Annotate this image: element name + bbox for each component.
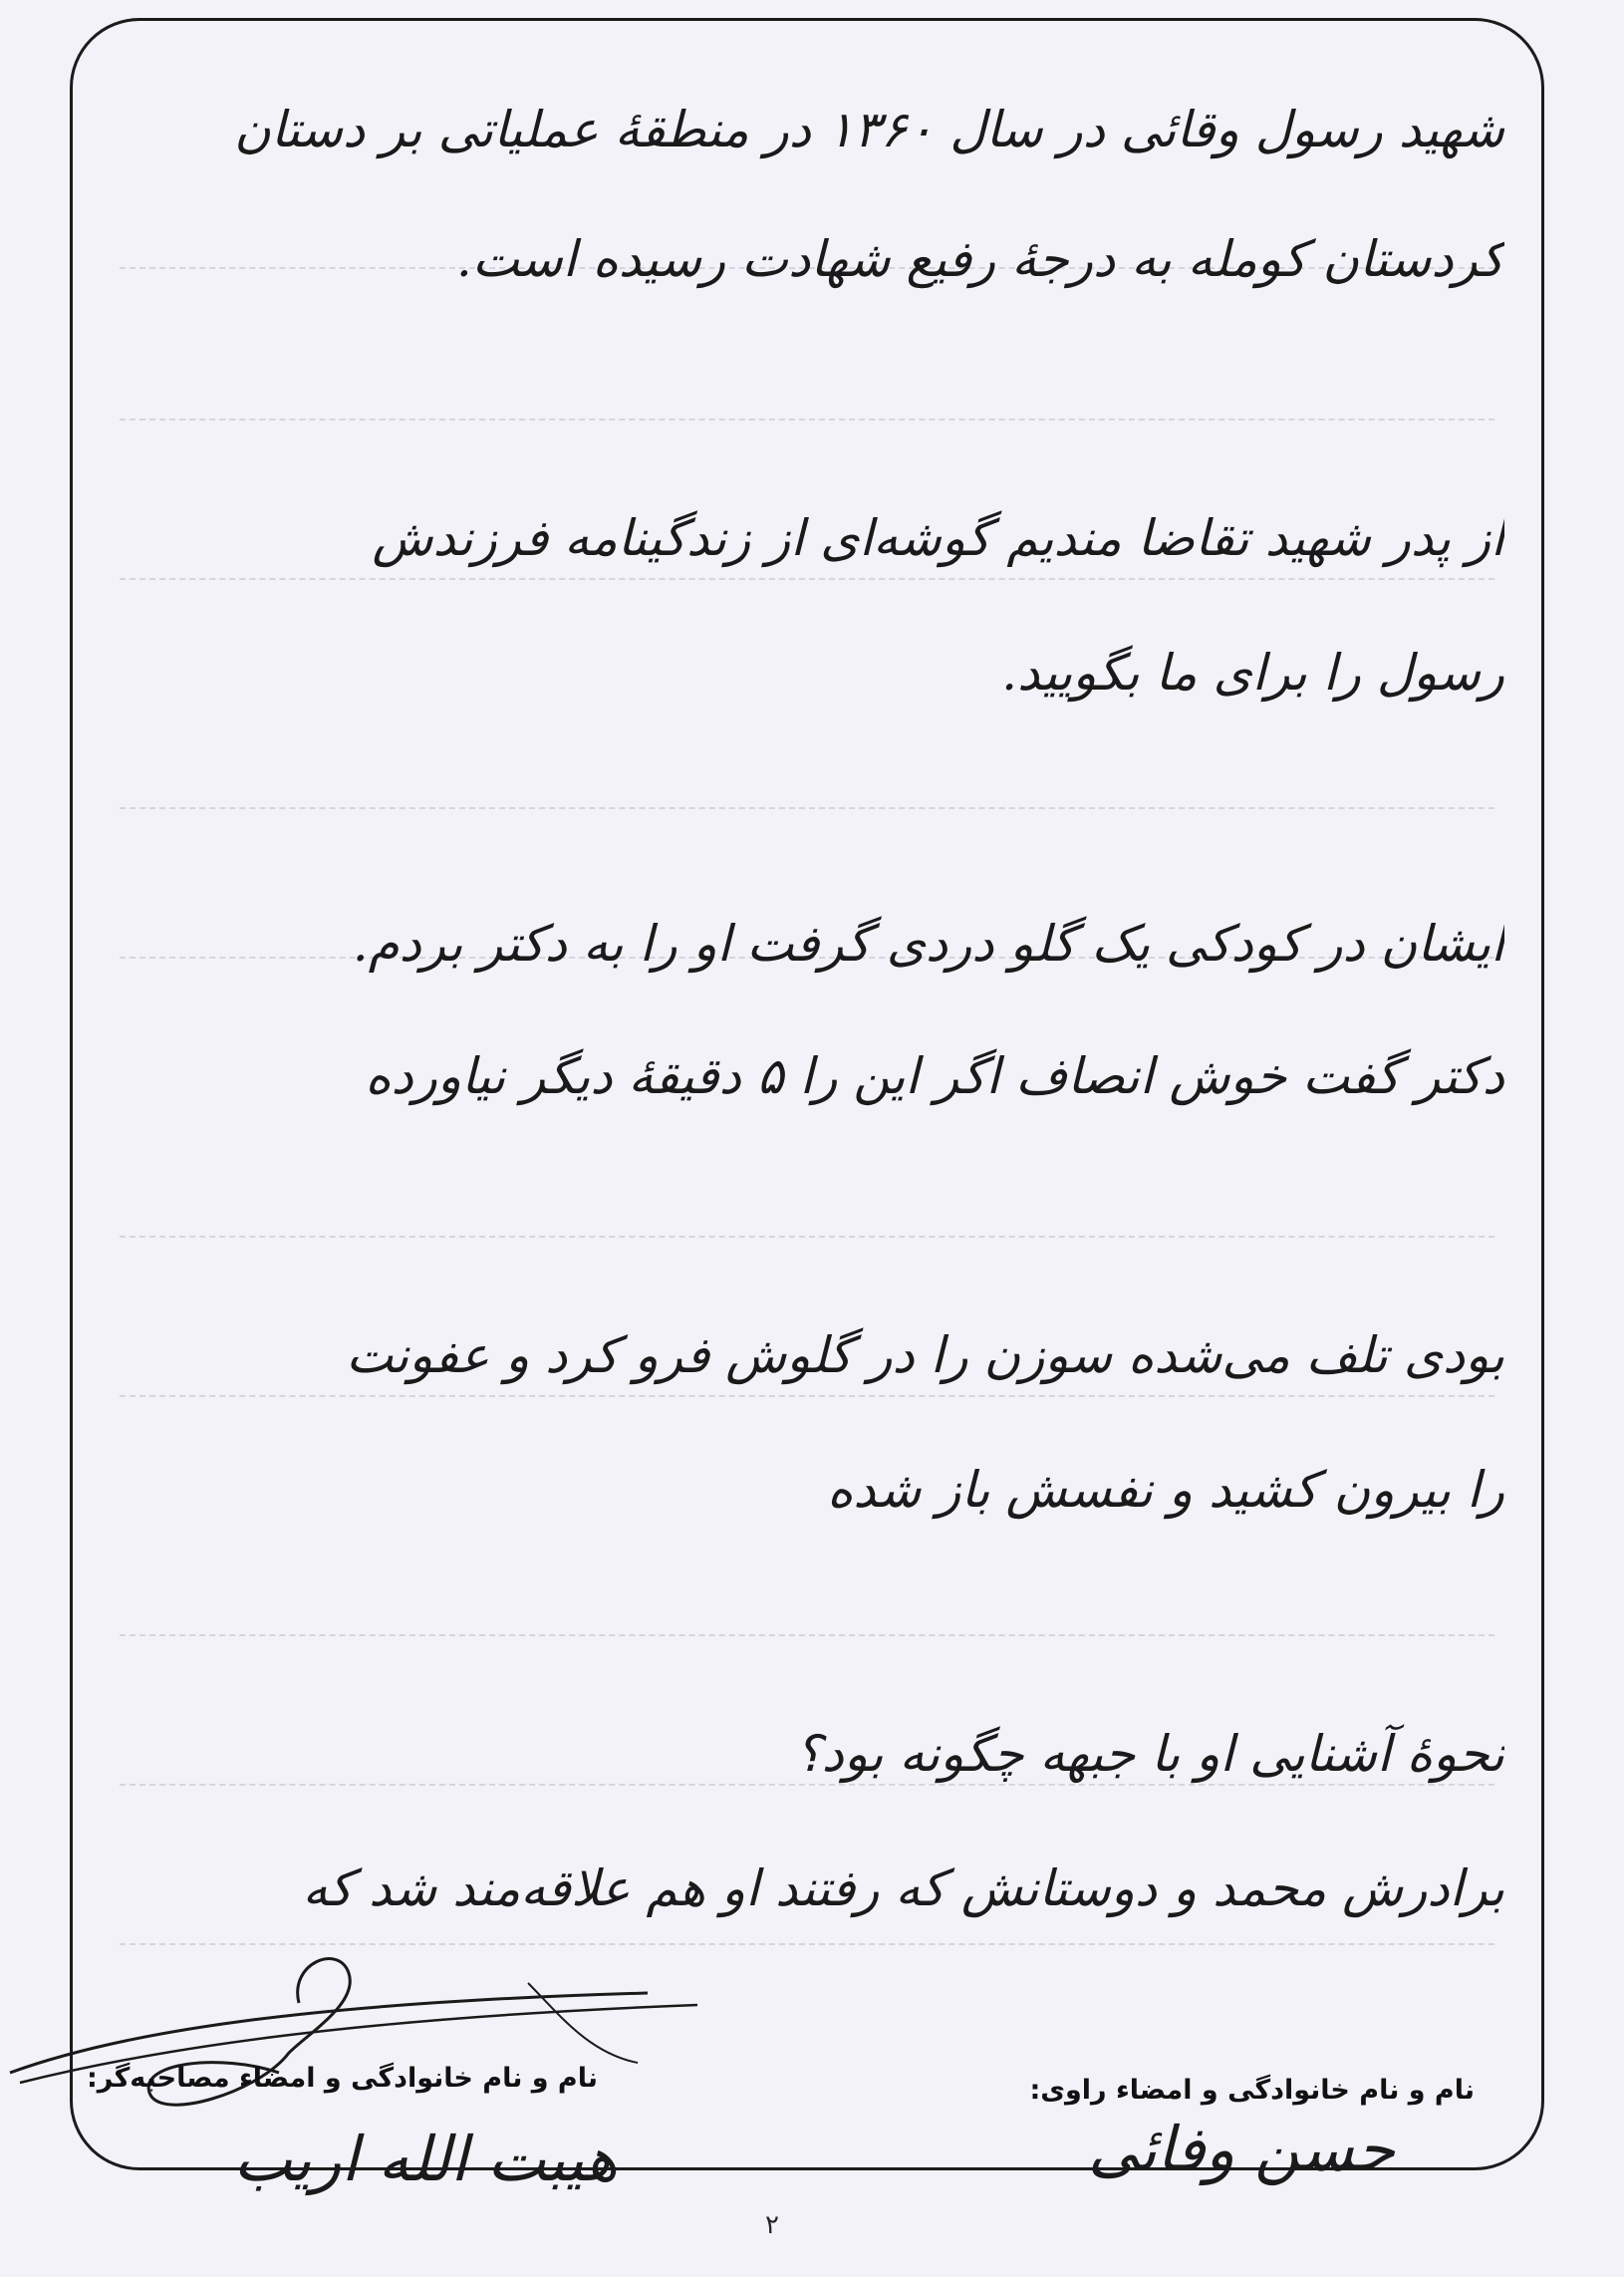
- body-line-9: نحوهٔ آشنایی او با جبهه چگونه بود؟: [795, 1725, 1504, 1783]
- page-number: ۲: [765, 2210, 779, 2240]
- ruled-line: [120, 1634, 1494, 1636]
- interviewer-name: هیبت الله اریب: [233, 2123, 618, 2195]
- body-line-7: بودی تلف می‌شده سوزن را در گلوش فرو کرد و عفونت: [346, 1326, 1504, 1384]
- ruled-line: [120, 1236, 1494, 1238]
- body-line-5: ایشان در کودکی یک گلو دردی گرفت او را به دکتر بردم.: [352, 915, 1504, 973]
- ruled-line: [120, 578, 1494, 580]
- body-line-4: رسول را برای ما بگویید.: [1001, 644, 1504, 702]
- body-line-2: کردستان کومله به درجهٔ رفیع شهادت رسیده است.: [455, 230, 1504, 288]
- interviewer-label: نام و نام خانوادگی و امضاء مصاحبه‌گر:: [86, 2063, 598, 2094]
- body-line-3: از پدر شهید تقاضا مندیم گوشه‌ای از زندگینامه فرزندش: [372, 509, 1504, 567]
- ruled-line: [120, 807, 1494, 809]
- body-line-6: دکتر گفت خوش انصاف اگر این را ۵ دقیقهٔ دیگر نیاورده: [365, 1047, 1504, 1105]
- ruled-line: [120, 419, 1494, 421]
- body-line-8: را بیرون کشید و نفسش باز شده: [827, 1461, 1504, 1519]
- narrator-name: حسن وفائی: [1088, 2113, 1395, 2185]
- ruled-line: [120, 1395, 1494, 1397]
- body-line-1: شهید رسول وقائی در سال ۱۳۶۰ در منطقهٔ عملیاتی بر دستان: [234, 101, 1504, 158]
- body-line-10: برادرش محمد و دوستانش که رفتند او هم علاقه‌مند شد که: [302, 1859, 1504, 1917]
- narrator-label: نام و نام خانوادگی و امضاء راوی:: [1029, 2075, 1475, 2106]
